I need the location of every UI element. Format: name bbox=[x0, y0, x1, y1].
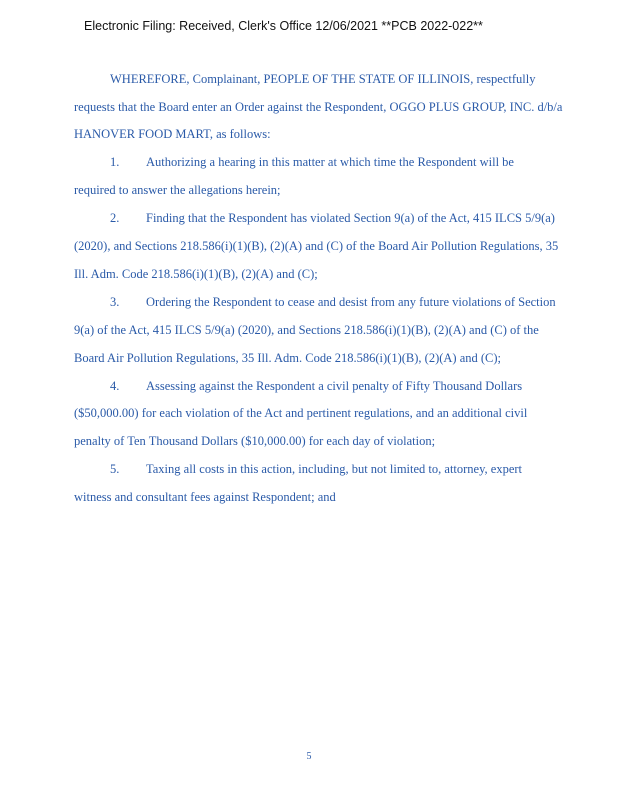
item-line: Taxing all costs in this action, including, but not limited to, attorney, expert bbox=[146, 462, 523, 476]
item-number: 5. bbox=[110, 462, 120, 476]
item-line: 9(a) of the Act, 415 ILCS 5/9(a) (2020), and Sections 218.586(i)(1)(B), (2)(A) and (C) of the bbox=[74, 323, 539, 337]
item-line: required to answer the allegations herein; bbox=[74, 183, 281, 197]
item-line: Authorizing a hearing in this matter at which time the Respondent will be bbox=[146, 155, 514, 169]
intro-line: requests that the Board enter an Order against the Respondent, OGGO PLUS GROUP, INC. d/b/a bbox=[74, 100, 563, 114]
item-line: (2020), and Sections 218.586(i)(1)(B), (2)(A) and (C) of the Board Air Pollution Regulations, 35 bbox=[74, 239, 559, 253]
item-line: Board Air Pollution Regulations, 35 Ill. Adm. Code 218.586(i)(1)(B), (2)(A) and (C); bbox=[74, 351, 502, 365]
item-number: 2. bbox=[110, 211, 120, 225]
page-number: 5 bbox=[306, 751, 312, 762]
filing-stamp: Electronic Filing: Received, Clerk's Office 12/06/2021 **PCB 2022-022** bbox=[84, 19, 483, 33]
item-number: 1. bbox=[110, 155, 120, 169]
item-number: 4. bbox=[110, 379, 120, 393]
intro-line: HANOVER FOOD MART, as follows: bbox=[74, 127, 271, 141]
item-line: Assessing against the Respondent a civil penalty of Fifty Thousand Dollars bbox=[146, 379, 523, 393]
item-line: Ordering the Respondent to cease and desist from any future violations of Section bbox=[146, 295, 556, 309]
item-line: Ill. Adm. Code 218.586(i)(1)(B), (2)(A) and (C); bbox=[74, 267, 318, 281]
item-line: ($50,000.00) for each violation of the Act and pertinent regulations, and an additional civil bbox=[74, 406, 528, 420]
intro-line: WHEREFORE, Complainant, PEOPLE OF THE STATE OF ILLINOIS, respectfully bbox=[110, 72, 536, 86]
item-line: witness and consultant fees against Respondent; and bbox=[74, 490, 336, 504]
item-line: penalty of Ten Thousand Dollars ($10,000.00) for each day of violation; bbox=[74, 434, 436, 448]
item-line: Finding that the Respondent has violated Section 9(a) of the Act, 415 ILCS 5/9(a) bbox=[146, 211, 555, 225]
item-number: 3. bbox=[110, 295, 120, 309]
